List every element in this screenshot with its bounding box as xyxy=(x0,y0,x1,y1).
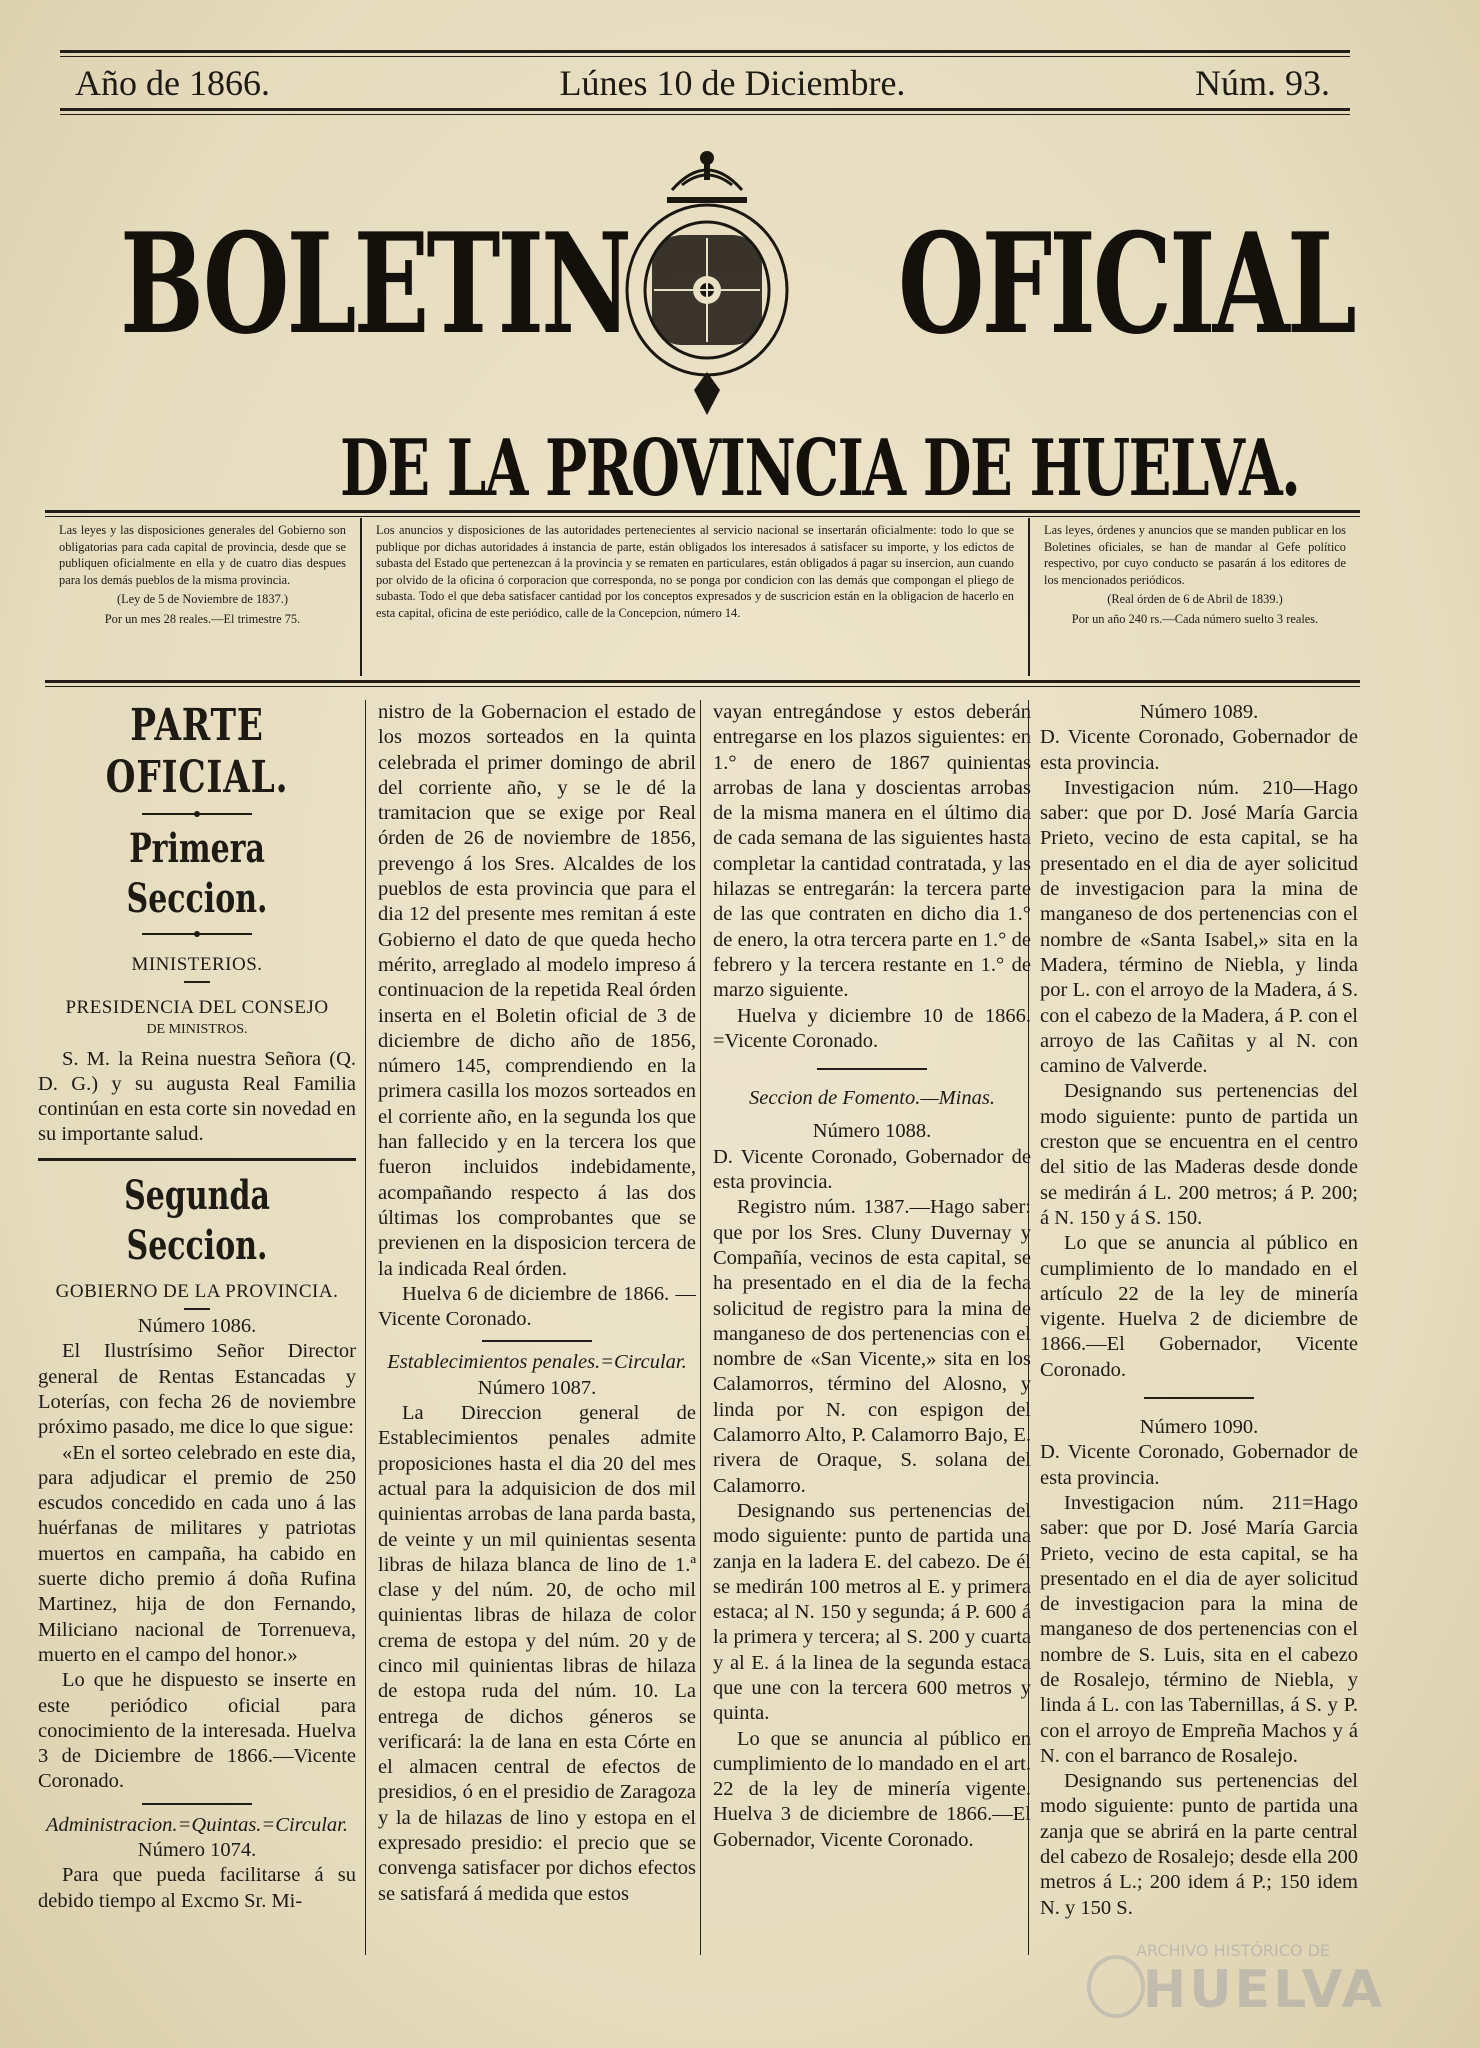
paragraph: Investigacion núm. 211=Hago saber: que por D. José María Garcia Prieto, vecino de esta capital, se ha presentado en el dia de ayer solicitud de investigacion para la mina de manganeso de dos pertenencias con el nombre de S. Luis, sita en el cabezo de Rosalejo, término de Niebla, y linda á L. con las Tabernillas, á S. y P. con el arroyo de Empreña Machos y á N. con el barranco de Rosalejo. xyxy=(1040,1491,1358,1767)
article-number: Número 1090. xyxy=(1139,1416,1259,1439)
column-divider xyxy=(700,700,701,1955)
paragraph: D. Vicente Coronado, Gobernador de esta provincia. xyxy=(1040,726,1358,774)
section-rule xyxy=(38,1158,356,1161)
paragraph: Designando sus pertenencias del modo siguiente: punto de partida una zanja en la ladera E. del cabezo. De él se medirán 100 metros al E. y primera estaca; al N. 150 y segunda; á P. 600 á la primera y tercera; al S. 200 y cuarta y al E. á la linea de la segunda estaca que une con la tercera 600 metros y quinta. xyxy=(713,1499,1031,1725)
paragraph: Huelva y diciembre 10 de 1866. =Vicente Coronado. xyxy=(713,1004,1031,1052)
paragraph: El Ilustrísimo Señor Director general de Rentas Estancadas y Loterías, con fecha 26 de noviembre próximo pasado, me dice lo que sigue: xyxy=(38,1340,356,1439)
archive-logo-icon xyxy=(1087,1955,1145,2018)
notices-bottom-rule xyxy=(45,680,1360,683)
column-1 xyxy=(38,700,356,1965)
paragraph: D. Vicente Coronado, Gobernador de esta provincia. xyxy=(1040,1441,1358,1489)
issue-date: Lúnes 10 de Diciembre. xyxy=(559,63,906,103)
article-number: Número 1088. xyxy=(812,1120,932,1143)
top-rule xyxy=(60,50,1350,53)
paragraph: «En el sorteo celebrado en este dia, para adjudicar el premio de 250 escudos concedido en cada uno á las huérfanas de militares y patriotas muertos en campaña, ha cabido en suerte dicho premio á doña Rufina Martinez, hija de don Fernando, Miliciano nacional de Torrenueva, muerto en el campo del honor.» xyxy=(38,1441,356,1666)
de-ministros-subheading: DE MINISTROS. xyxy=(146,1021,248,1037)
paragraph: Designando sus pertenencias del modo siguiente: punto de partida un creston que se encuentra en el centro del sitio de las Maderas desde donde se medirán á L. 200 metros; á P. 200; á N. 150 y á S. 150. xyxy=(1040,1080,1358,1229)
circular-heading: Establecimientos penales.=Circular. xyxy=(387,1351,687,1374)
paragraph: Designando sus pertenencias del modo siguiente: punto de partida una zanja que se abrirá en la parte central del cabezo de Rosalejo; desde ella 200 metros á L.; 200 idem á P.; 150 idem N. y 150 S. xyxy=(1040,1770,1358,1919)
issue-number: Núm. 93. xyxy=(1195,63,1330,103)
paragraph: vayan entregándose y estos deberán entregarse en los plazos siguientes: en 1.° de enero de 1867 quinientas arrobas de lana y doscientas arrobas de la misma manera en el último dia de cada semana de las siguientes hasta completar la cantidad contratada, y las hilazas se entregarán: la tercera parte de las que contraten en dicho dia 1.° de enero, la otra tercera parte en 1.° de febrero y la tercera restante en 1.° de marzo siguiente. xyxy=(713,701,1031,1002)
notices-top-rule xyxy=(45,510,1360,513)
article-number: Número 1089. xyxy=(1139,701,1259,723)
gobierno-heading: GOBIERNO DE LA PROVINCIA. xyxy=(55,1280,339,1302)
royal-crest-icon xyxy=(612,140,802,420)
paragraph: La Direccion general de Establecimientos penales admite proposiciones hasta el dia 20 del mes actual para la adquisicion de dos mil quinientas arrobas de lana parda basta, de veinte y un mil quinientas sesenta libras de hilaza blanca de lino de 1.ª clase y del núm. 20, de ocho mil quinientas libras de hilaza de color crema de estopa y del núm. 20 y de cinco mil quinientas libras de hilaza de estopa ruda del núm. 10. La entrega de dichos géneros se verificará: la de lana en esta Córte en el almacen central de efectos de presidios, ó en el presidio de Zaragoza y la de hilazas de lino y estopa en el expresado presidio: el precio que se convenga satisfacer por dichos efectos se satisfará á medida que estos xyxy=(378,1402,696,1905)
masthead-word-oficial: OFICIAL xyxy=(898,202,1354,365)
ornament-rule-icon xyxy=(142,930,252,938)
segunda-seccion-heading: Segunda Seccion. xyxy=(124,1171,270,1269)
column-divider xyxy=(365,700,366,1955)
notice-left-text: Las leyes y las disposiciones generales del Gobierno son obligatorias para cada capital de provincia, desde que se publiquen oficialmente en ella y de cuatro dias despues para los demás pueblos de la misma provincia. xyxy=(59,523,346,587)
issue-year: Año de 1866. xyxy=(75,63,270,103)
circular-heading: Administracion.=Quintas.=Circular. xyxy=(46,1813,348,1836)
article-number: Número 1086. xyxy=(137,1315,257,1338)
notices-bar xyxy=(45,518,1360,676)
primera-seccion-heading: Primera Seccion. xyxy=(126,825,268,922)
masthead-word-boletin: BOLETIN xyxy=(120,202,630,365)
paragraph: Lo que se anuncia al público en cumplimiento de lo mandado en el art. 22 de la ley de minería vigente. Huelva 3 de diciembre de 1866.—El Gobernador, Vicente Coronado. xyxy=(713,1727,1031,1851)
column-2 xyxy=(378,700,696,1965)
masthead-subtitle: DE LA PROVINCIA DE HUELVA. xyxy=(340,423,1300,514)
paragraph: D. Vicente Coronado, Gobernador de esta provincia. xyxy=(713,1145,1031,1194)
notice-center xyxy=(360,518,1030,676)
presidencia-heading: PRESIDENCIA DEL CONSEJO xyxy=(65,997,329,1019)
ministerios-heading: MINISTERIOS. xyxy=(131,954,263,975)
archive-watermark-line1: ARCHIVO HISTÓRICO DE xyxy=(1136,1941,1330,1960)
column-4 xyxy=(1040,700,1358,1965)
notice-center-text: Los anuncios y disposiciones de las autoridades pertenecientes al servicio nacional se insertarán oficialmente: todo lo que se publique por dichas autoridades á instancia de parte, están obligados los interesados á satisfacer su importe, y los edictos de subasta del Estado que pertenezcan á la provincia y se rematen en particulares, están obligados á pagar su insercion, aun cuando por olvido de la oficina ó corporacion que corresponda, no se ponga por condicion con las demás que compongan el pliego de subasta. Todo el que deba satisfacer cantidad por los conceptos expresados y de suscricion están en la obligacion de hacerlo en esta capital, oficina de este periódico, calle de la Concepcion, número 14. xyxy=(376,523,1014,620)
paragraph: Huelva 6 de diciembre de 1866. —Vicente Coronado. xyxy=(378,1282,696,1331)
paragraph: Lo que se anuncia al público en cumplimiento de lo mandado en el artículo 22 de la ley de minería vigente. Huelva 2 de diciembre de 1866.—El Gobernador, Vicente Coronado. xyxy=(1040,1232,1358,1381)
article-number: Número 1074. xyxy=(137,1839,257,1862)
notice-right-order: (Real órden de 6 de Abril de 1839.) xyxy=(1107,592,1283,606)
notice-right-text: Las leyes, órdenes y anuncios que se manden publicar en los Boletines oficiales, se han de mandar al Gefe político respectivo, por cuyo conducto se pasarán á los editores de los mencionados periódicos. xyxy=(1044,523,1346,587)
dateline-rule xyxy=(60,108,1350,111)
notice-right xyxy=(1030,518,1360,676)
column-3 xyxy=(713,700,1031,1965)
paragraph: nistro de la Gobernacion el estado de los mozos sorteados en la quinta celebrada el primer domingo de abril del corriente año, y se le dé la tramitacion que se exige por Real órden de 26 de noviembre de 1856, prevengo á los Sres. Alcaldes de los pueblos de esta provincia que para el dia 12 del presente mes remitan á este Gobierno el dato de que queda hecho mérito, arreglado al modelo impreso á continuacion de la repetida Real órden inserta en el Boletin oficial de 3 de diciembre de dicho año de 1856, número 145, comprendiendo en la primera casilla los mozos sorteados en el corriente año, en la segunda los que han fallecido y en la tercera los que fueron incluidos indebidamente, acompañando respecto á las dos últimas los comprobantes que se previenen en la disposicion tercera de la indicada Real órden. xyxy=(378,701,696,1280)
notice-left-price: Por un mes 28 reales.—El trimestre 75. xyxy=(104,611,301,626)
paragraph: Registro núm. 1387.—Hago saber: que por los Sres. Cluny Duvernay y Compañía, vecinos de esta capital, se ha presentado en el dia de la fecha solicitud de registro para la mina de manganeso de dos pertenencias con el nombre de «San Vicente,» sita en los Calamorros, término del Alosno, y linda por N. con espigon del Calamorro Alto, P. Calamorro Bajo, E. rivera de Oraque, S. solana del Calamorro. xyxy=(713,1196,1031,1497)
archive-watermark-line2: HUELVA xyxy=(1142,1960,1385,2020)
notice-left-law: (Ley de 5 de Noviembre de 1837.) xyxy=(116,592,288,606)
article-number: Número 1087. xyxy=(477,1376,597,1399)
notice-left xyxy=(45,518,360,676)
paragraph: Lo que he dispuesto se inserte en este periódico oficial para conocimiento de la interesada. Huelva 3 de Diciembre de 1866.—Vicente Coronado. xyxy=(38,1669,356,1793)
paragraph: Para que pueda facilitarse á su debido tiempo al Excmo Sr. Mi- xyxy=(38,1864,356,1912)
paragraph: Investigacion núm. 210—Hago saber: que por D. José María Garcia Prieto, vecino de esta capital, se ha presentado en el dia de ayer solicitud de investigacion para la mina de manganeso de dos pertenencias con el nombre de «Santa Isabel,» sita en la Madera, término de Niebla, y linda por L. con el arroyo de la Madera, á S. con el cabezo de la Madera, á P. con el arroyo de las Cañitas y al N. con camino de Valverde. xyxy=(1040,776,1358,1078)
section-heading: Seccion de Fomento.—Minas. xyxy=(749,1087,995,1110)
parte-oficial-heading: PARTE OFICIAL. xyxy=(105,700,289,803)
ornament-rule-icon xyxy=(142,810,252,818)
notice-right-price: Por un año 240 rs.—Cada número suelto 3 reales. xyxy=(1071,611,1319,626)
paragraph: S. M. la Reina nuestra Señora (Q. D. G.) y su augusta Real Familia continúan en esta corte sin novedad en su importante salud. xyxy=(38,1047,356,1146)
dateline xyxy=(75,62,1330,106)
